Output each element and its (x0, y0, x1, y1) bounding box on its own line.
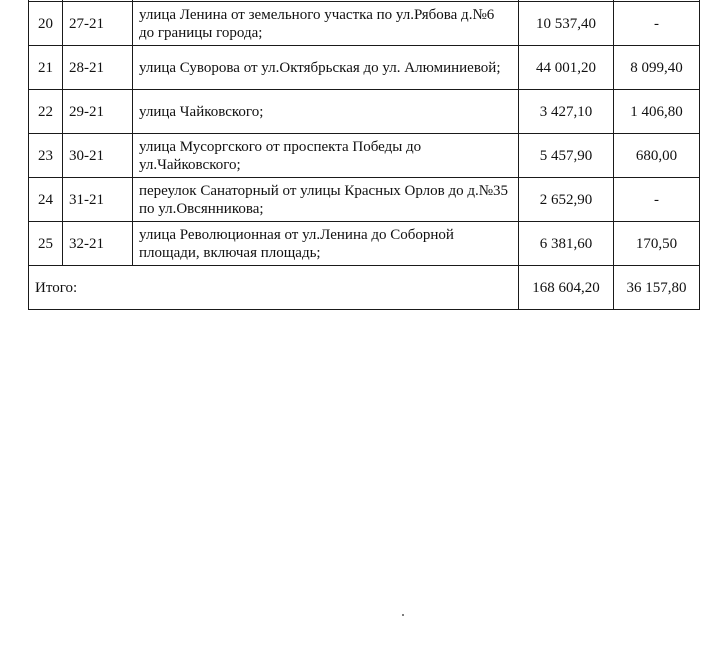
row-number: 20 (29, 2, 63, 46)
row-description: улица Чайковского; (133, 90, 519, 134)
table-row (29, 178, 700, 222)
row-code: 27-21 (63, 2, 133, 46)
total-label: Итого: (29, 266, 519, 310)
row-description: улица Ленина от земельного участка по ул.Рябова д.№6 до границы города; (133, 2, 519, 46)
row-value-1: 6 381,60 (519, 222, 614, 266)
total-row (29, 266, 700, 310)
row-value-2: 170,50 (614, 222, 700, 266)
row-value-2: - (614, 2, 700, 46)
row-code: 31-21 (63, 178, 133, 222)
row-description: улица Мусоргского от проспекта Победы до ул.Чайковского; (133, 134, 519, 178)
row-value-2: 8 099,40 (614, 46, 700, 90)
table-row (29, 2, 700, 46)
row-code: 30-21 (63, 134, 133, 178)
roads-table (28, 0, 700, 310)
total-value-2: 36 157,80 (614, 266, 700, 310)
row-code: 32-21 (63, 222, 133, 266)
row-number: 21 (29, 46, 63, 90)
row-value-1: 3 427,10 (519, 90, 614, 134)
row-number: 25 (29, 222, 63, 266)
row-description: улица Революционная от ул.Ленина до Соборной площади, включая площадь; (133, 222, 519, 266)
row-value-1: 5 457,90 (519, 134, 614, 178)
table-row (29, 46, 700, 90)
row-description: улица Суворова от ул.Октябрьская до ул. Алюминиевой; (133, 46, 519, 90)
table-row (29, 90, 700, 134)
row-description: переулок Санаторный от улицы Красных Орлов до д.№35 по ул.Овсянникова; (133, 178, 519, 222)
row-code: 29-21 (63, 90, 133, 134)
row-number: 23 (29, 134, 63, 178)
row-code: 28-21 (63, 46, 133, 90)
table-row (29, 134, 700, 178)
row-value-1: 2 652,90 (519, 178, 614, 222)
table-row (29, 222, 700, 266)
scan-speck (402, 614, 404, 616)
row-value-2: 680,00 (614, 134, 700, 178)
row-value-1: 44 001,20 (519, 46, 614, 90)
row-value-2: - (614, 178, 700, 222)
total-value-1: 168 604,20 (519, 266, 614, 310)
row-number: 22 (29, 90, 63, 134)
row-value-2: 1 406,80 (614, 90, 700, 134)
row-value-1: 10 537,40 (519, 2, 614, 46)
row-number: 24 (29, 178, 63, 222)
